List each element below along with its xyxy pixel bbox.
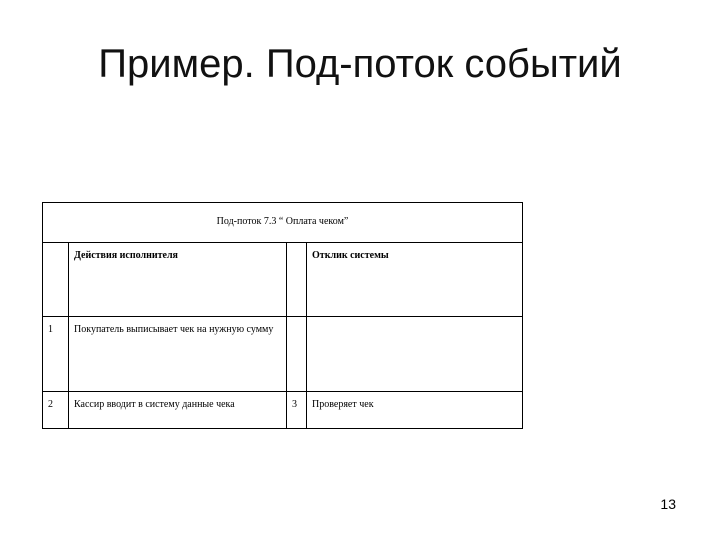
table-caption: Под-поток 7.3 “ Оплата чеком” — [43, 203, 523, 243]
header-num-cell — [43, 243, 69, 317]
table-row — [43, 317, 523, 392]
header-system-response: Отклик системы — [307, 243, 523, 317]
header-actor-actions: Действия исполнителя — [69, 243, 287, 317]
table-header-row — [43, 243, 523, 317]
table-row — [43, 392, 523, 429]
row-number: 2 — [43, 392, 69, 429]
row-number-2: 3 — [287, 392, 307, 429]
row-number: 1 — [43, 317, 69, 392]
row-actor-action: Покупатель выписывает чек на нужную сумму — [69, 317, 287, 392]
row-number-2 — [287, 317, 307, 392]
row-system-response — [307, 317, 523, 392]
table-caption-row — [43, 203, 523, 243]
row-system-response: Проверяет чек — [307, 392, 523, 429]
row-actor-action: Кассир вводит в систему данные чека — [69, 392, 287, 429]
slide-title: Пример. Под-поток событий — [98, 42, 622, 86]
subflow-table — [42, 202, 523, 429]
slide-number: 13 — [660, 496, 676, 512]
header-num2-cell — [287, 243, 307, 317]
